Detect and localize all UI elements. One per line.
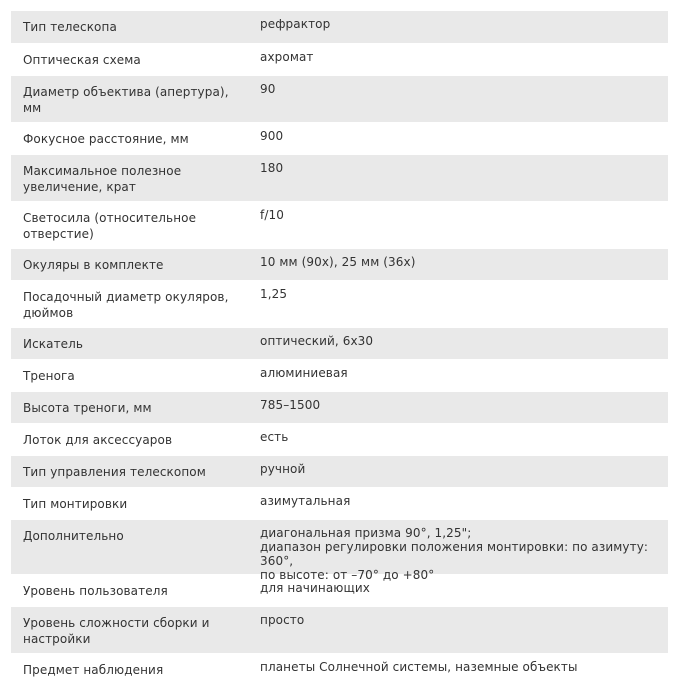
spec-value: 900 <box>260 129 284 143</box>
spec-label: Высота треноги, мм <box>23 401 152 415</box>
spec-value: есть <box>260 430 289 444</box>
spec-value: f/10 <box>260 208 284 222</box>
spec-value: оптический, 6x30 <box>260 334 374 348</box>
spec-row <box>11 607 668 654</box>
spec-row <box>11 424 668 456</box>
spec-row <box>11 456 668 488</box>
spec-label: Посадочный диаметр окуляров, дюймов <box>23 290 229 320</box>
spec-label: Искатель <box>23 337 84 351</box>
spec-label: Диаметр объектива (апертура), мм <box>23 85 229 115</box>
spec-label: Дополнительно <box>23 529 124 543</box>
spec-row <box>11 76 668 123</box>
spec-row <box>11 249 668 281</box>
spec-value: планеты Солнечной системы, наземные объекты <box>260 660 578 674</box>
spec-label: Тип управления телескопом <box>23 465 206 479</box>
spec-value: рефрактор <box>260 17 331 31</box>
spec-label: Фокусное расстояние, мм <box>23 132 189 146</box>
spec-value: ахромат <box>260 50 314 64</box>
spec-value: для начинающих <box>260 581 370 595</box>
spec-value: 10 мм (90x), 25 мм (36x) <box>260 255 416 269</box>
spec-row <box>11 155 668 202</box>
spec-label: Максимальное полезное увеличение, крат <box>23 164 182 194</box>
spec-row <box>11 328 668 360</box>
spec-label: Светосила (относительное отверстие) <box>23 211 197 241</box>
spec-row <box>11 520 668 582</box>
spec-label: Предмет наблюдения <box>23 663 164 677</box>
spec-label: Тип монтировки <box>23 497 128 511</box>
spec-value: азимутальная <box>260 494 351 508</box>
spec-row <box>11 392 668 424</box>
spec-row <box>11 575 668 607</box>
spec-value: 785–1500 <box>260 398 321 412</box>
spec-value: 1,25 <box>260 287 288 301</box>
spec-label: Тренога <box>23 369 75 383</box>
spec-value: просто <box>260 613 305 627</box>
spec-row <box>11 281 668 328</box>
spec-label: Уровень пользователя <box>23 584 168 598</box>
spec-value: алюминиевая <box>260 366 348 380</box>
spec-row <box>11 654 668 686</box>
spec-row <box>11 11 668 44</box>
spec-label: Окуляры в комплекте <box>23 258 164 272</box>
spec-row <box>11 44 668 76</box>
spec-row <box>11 123 668 155</box>
spec-value: 180 <box>260 161 284 175</box>
spec-row <box>11 488 668 520</box>
spec-label: Тип телескопа <box>23 20 117 34</box>
spec-value: 90 <box>260 82 276 96</box>
spec-value: ручной <box>260 462 306 476</box>
spec-row <box>11 202 668 249</box>
spec-label: Оптическая схема <box>23 53 141 67</box>
spec-row <box>11 360 668 392</box>
spec-label: Уровень сложности сборки и настройки <box>23 616 210 646</box>
specs-table <box>11 11 668 686</box>
spec-value: диагональная призма 90°, 1,25"; диапазон регулировки положения монтировки: по азимуту: 360°, по высоте: от –70° до +80° <box>260 526 649 582</box>
spec-label: Лоток для аксессуаров <box>23 433 173 447</box>
